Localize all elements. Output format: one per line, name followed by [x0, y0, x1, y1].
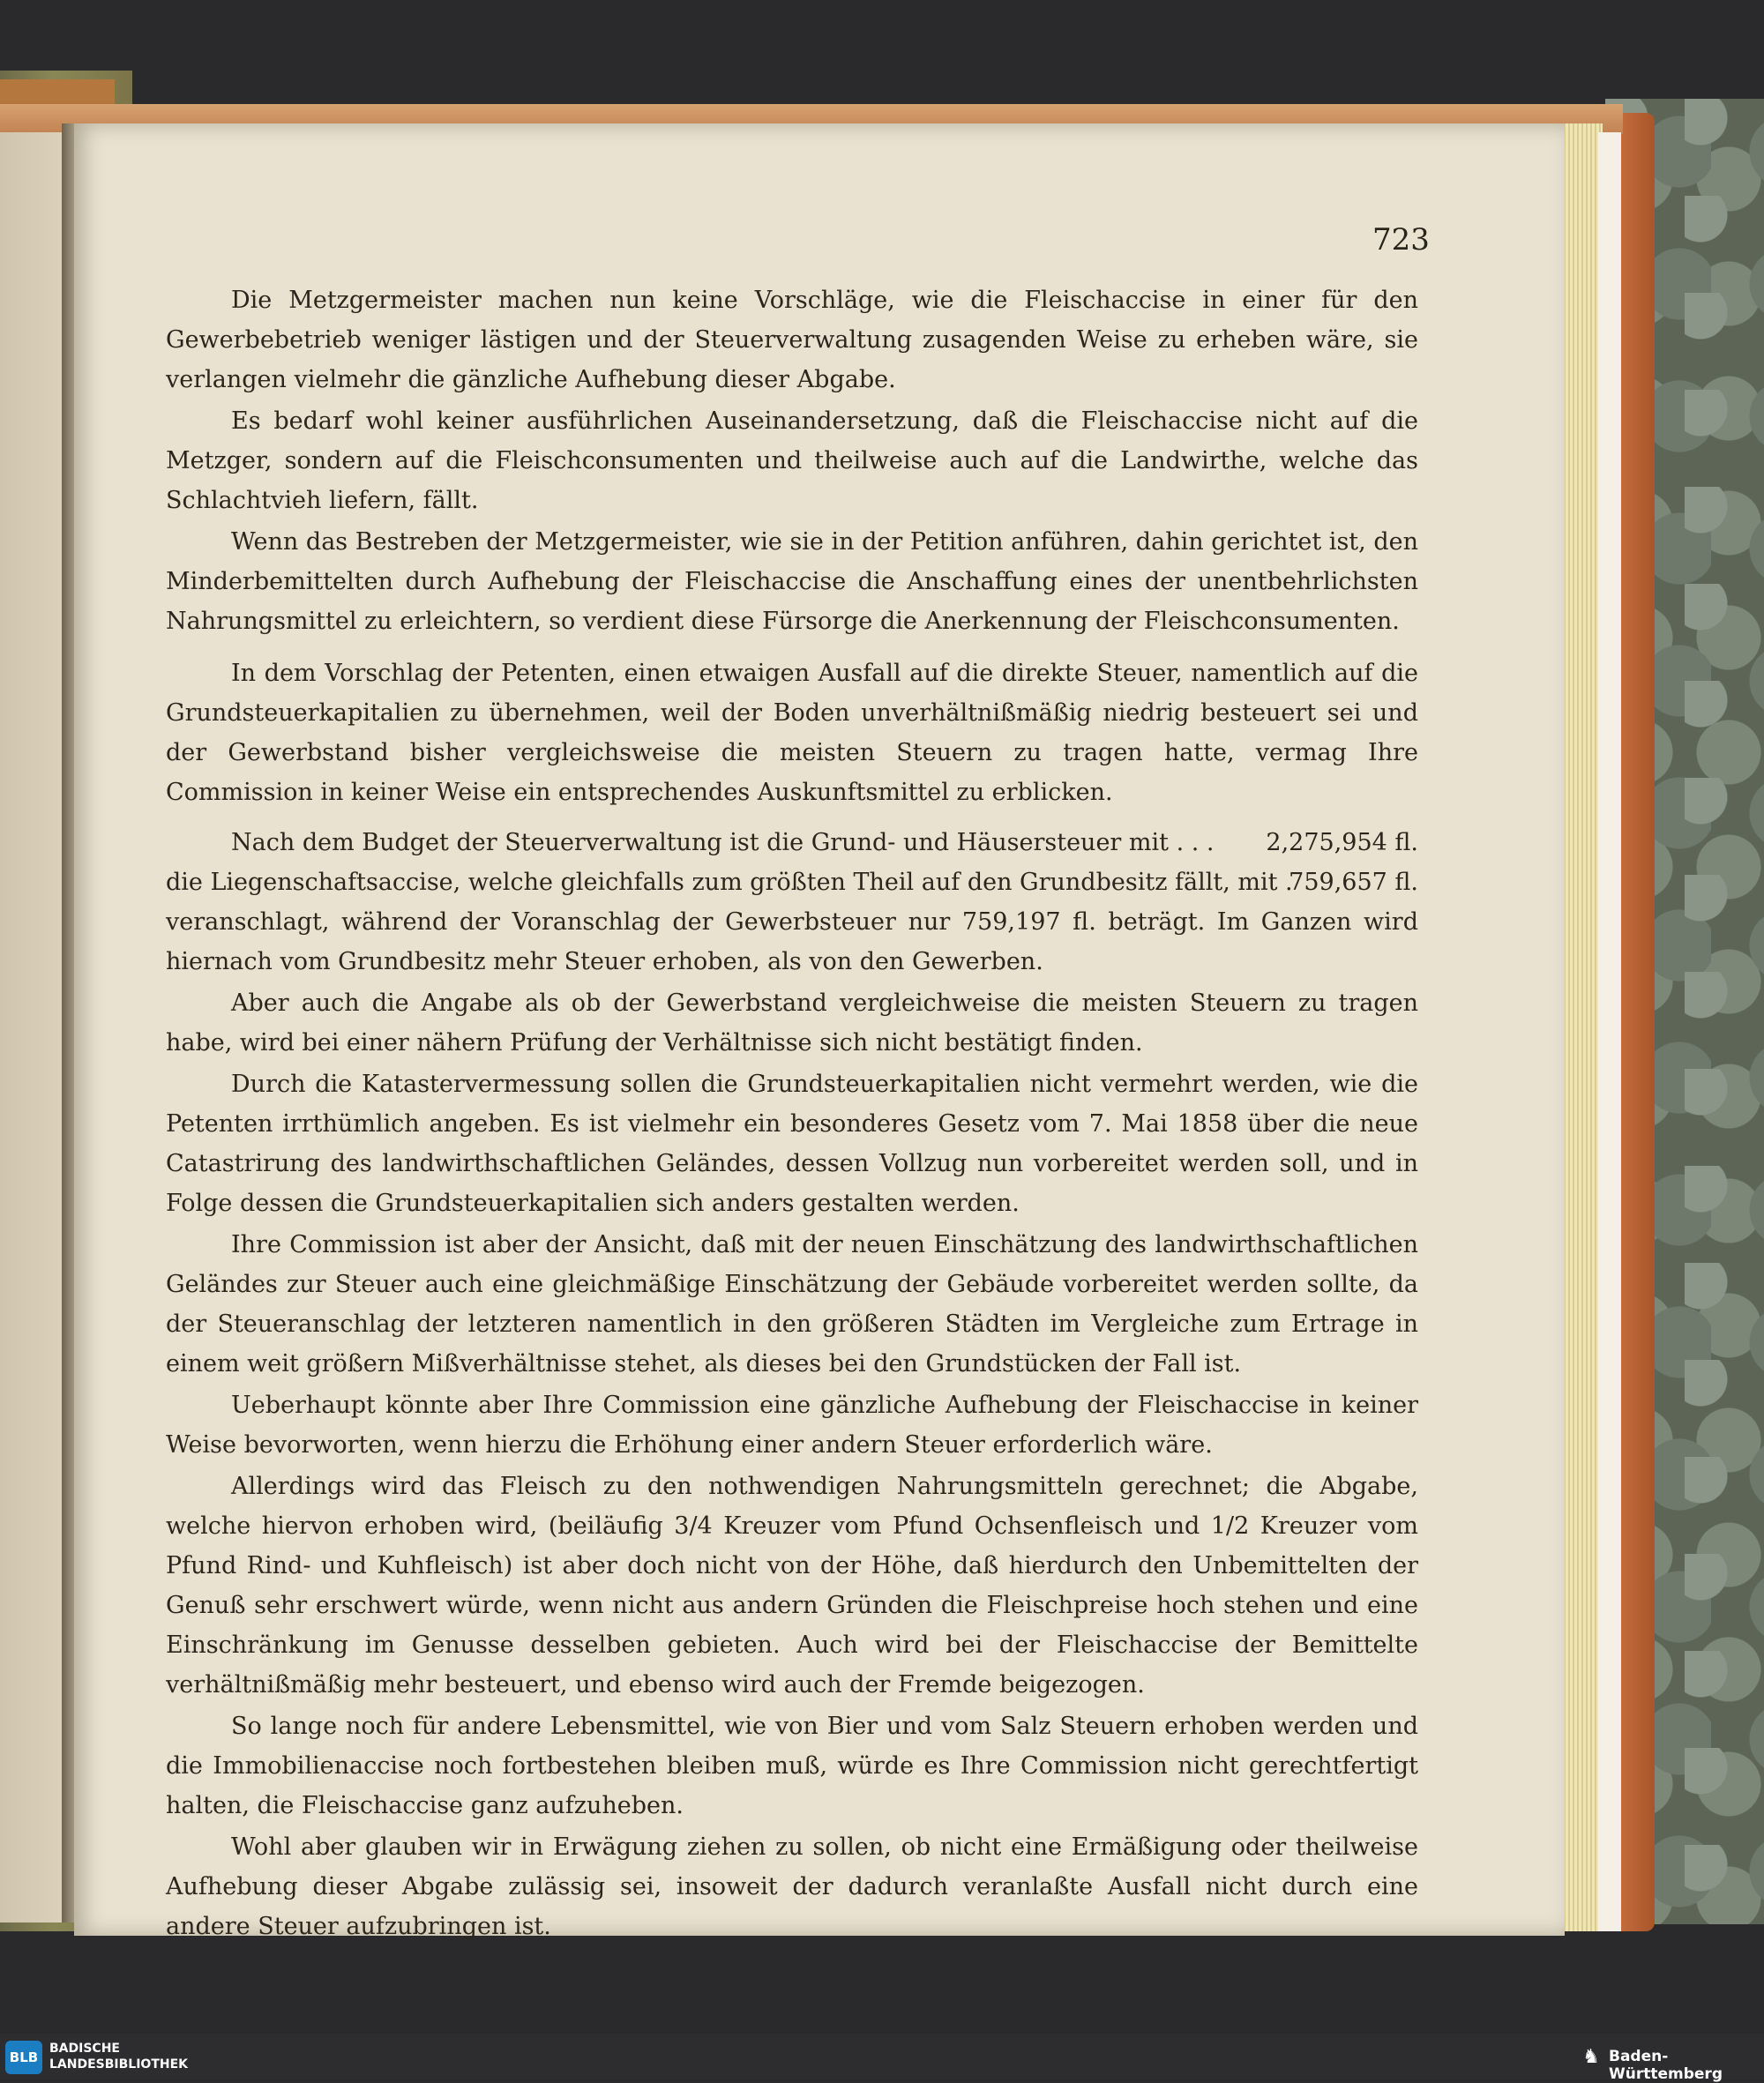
book-cover-edge [1621, 113, 1655, 1931]
paragraph-7: Durch die Katastervermessung sollen die Grundsteuerkapitalien nicht vermehrt werden, wie die Petenten irrthümlich angeben. Es ist vielmehr ein besonderes Gesetz vom 7. Mai 1858 über die neue Catastrirung des landwirthschaftlichen Geländes, dessen Vollzug nun vorbereitet werden soll, und in Folge dessen die Grundsteuerkapitalien sich anders gestalten werden. [166, 1071, 1418, 1217]
library-name-line2: LANDESBIBLIOTHEK [49, 2057, 189, 2072]
amount-line-text: die Liegenschaftsaccise, welche gleichfalls zum größten Theil auf den Grundbesitz fällt, mit . [166, 869, 1293, 896]
library-name-line1: BADISCHE [49, 2042, 120, 2056]
page-text-body [166, 280, 1418, 1946]
amount-line-text: Nach dem Budget der Steuerverwaltung ist die Grund- und Häusersteuer mit . . . [231, 829, 1215, 856]
state-name[interactable]: Baden-Württemberg [1609, 2048, 1723, 2083]
page-stack-edge-white [1598, 132, 1621, 1931]
paragraph-8: Ihre Commission ist aber der Ansicht, daß mit der neuen Einschätzung des landwirthschaftlichen Geländes zur Steuer auch eine gleichmäßige Einschätzung der Gebäude vorbereitet werden sollte, da der Steueranschlag der letzteren namentlich in den größeren Städten im Vergleiche zum Ertrage in einem weit größern Mißverhältnisse stehet, als dieses bei den Grundstücken der Fall ist. [166, 1231, 1418, 1377]
amount-value: 2,275,954 fl. [1266, 829, 1418, 856]
paragraph-12: Wohl aber glauben wir in Erwägung ziehen zu sollen, ob nicht eine Ermäßigung oder theilweise Aufhebung dieser Abgabe zulässig sei, insoweit der dadurch veranlaßte Ausfall nicht durch eine andere Steuer aufzubringen ist. [166, 1833, 1418, 1940]
paragraph-9: Ueberhaupt könnte aber Ihre Commission eine gänzliche Aufhebung der Fleischaccise in keiner Weise bevorworten, wenn hierzu die Erhöhung einer andern Steuer erforderlich wäre. [166, 1392, 1418, 1459]
paragraph-11: So lange noch für andere Lebensmittel, wie von Bier und vom Salz Steuern erhoben werden und die Immobilienaccise noch fortbestehen bleiben muß, würde es Ihre Commission nicht gerechtfertigt halten, die Fleischaccise ganz aufzuheben. [166, 1713, 1418, 1819]
blb-logo[interactable]: BLB [5, 2041, 42, 2074]
left-page [0, 132, 71, 1922]
paragraph-3: Wenn das Bestreben der Metzgermeister, wie sie in der Petition anführen, dahin gerichtet ist, den Minderbemittelten durch Aufhebung der Fleischaccise die Anschaffung eines der unentbehrlichsten Nahrungsmittel zu erleichtern, so verdient diese Fürsorge die Anerkennung der Fleischconsumenten. [166, 528, 1418, 635]
paragraph-10: Allerdings wird das Fleisch zu den nothwendigen Nahrungsmitteln gerechnet; die Abgabe, welche hiervon erhoben wird, (beiläufig 3/4 Kreuzer vom Pfund Ochsenfleisch und 1/2 Kreuzer vom Pfund Rind- und Kuhfleisch) ist aber doch nicht von der Höhe, daß hierdurch den Unbemittelten der Genuß sehr erschwert würde, wenn nicht aus andern Gründen die Fleischpreise hoch stehen und eine Einschränkung im Genusse desselben gebieten. Auch wird bei der Fleischaccise der Bemittelte verhältnißmäßig mehr besteuert, und ebenso wird auch der Fremde beigezogen. [166, 1473, 1418, 1699]
paragraph-5: veranschlagt, während der Voranschlag der Gewerbsteuer nur 759,197 fl. beträgt. Im Ganzen wird hiernach vom Grundbesitz mehr Steuer erhoben, als von den Gewerben. [166, 908, 1418, 975]
amount-value: 759,657 fl. [1289, 869, 1418, 896]
paragraph-4: In dem Vorschlag der Petenten, einen etwaigen Ausfall auf die direkte Steuer, namentlich auf die Grundsteuerkapitalien zu übernehmen, weil der Boden unverhältnißmäßig niedrig besteuert sei und der Gewerbstand bisher vergleichsweise die meisten Steuern zu tragen hatte, vermag Ihre Commission in keiner Weise ein entsprechendes Auskunftsmittel zu erblicken. [166, 660, 1418, 806]
viewer-footer [0, 2034, 1764, 2083]
paragraph-1: Die Metzgermeister machen nun keine Vorschläge, wie die Fleischaccise in einer für den Gewerbebetrieb weniger lästigen und der Steuerverwaltung zusagenden Weise zu erheben wäre, sie verlangen vielmehr die gänzliche Aufhebung dieser Abgabe. [166, 287, 1418, 393]
paragraph-6: Aber auch die Angabe als ob der Gewerbstand vergleichweise die meisten Steuern zu tragen habe, wird bei einer nähern Prüfung der Verhältnisse sich nicht bestätigt finden. [166, 989, 1418, 1056]
library-name[interactable] [49, 2041, 188, 2072]
page-number: 723 [1372, 222, 1430, 258]
amount-line-2 [166, 862, 1418, 902]
coat-of-arms-icon: ♞ [1582, 2046, 1600, 2068]
paragraph-2: Es bedarf wohl keiner ausführlichen Auseinandersetzung, daß die Fleischaccise nicht auf die Metzger, sondern auf die Fleischconsumenten und theilweise auch auf die Landwirthe, welche das Schlachtvieh liefern, fällt. [166, 407, 1418, 514]
amount-line-1 [166, 823, 1418, 862]
